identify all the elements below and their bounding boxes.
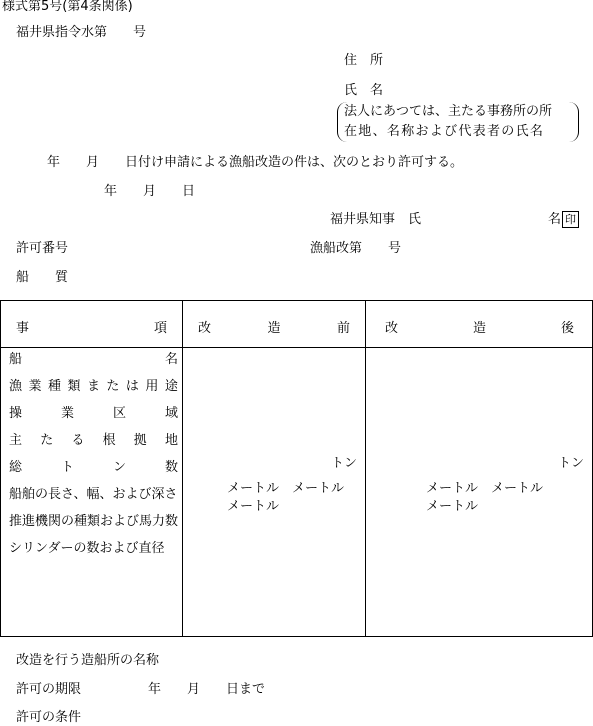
governor-name-seal	[548, 211, 579, 228]
permit-number-value: 漁船改第 号	[310, 241, 402, 256]
seal-mark: 印	[562, 211, 579, 228]
period-label: 許可の期限	[16, 682, 82, 697]
name-label: 氏 名	[344, 83, 384, 98]
conditions-label: 許可の条件	[16, 710, 82, 725]
row-operation-area: 操 業 区 域	[9, 406, 178, 421]
address-label: 住 所	[344, 53, 384, 68]
row-engine: 推進機関の種類および馬力数	[9, 514, 179, 529]
issue-date: 年 月 日	[104, 184, 196, 199]
corporation-note-line-2: 在地、名称および代表者の氏名	[344, 124, 545, 139]
name-suffix: 名	[548, 212, 562, 227]
row-cylinders: シリンダーの数および直径	[9, 541, 165, 556]
row-ship-name: 船 名	[9, 352, 178, 367]
meter-units-before: メートル メートル メートル	[227, 481, 345, 514]
modification-table	[0, 300, 593, 637]
row-main-base: 主 た る 根 拠 地	[9, 433, 178, 448]
header-after: 改 造 後	[366, 301, 593, 348]
table-body-row	[1, 348, 593, 637]
after-column	[366, 348, 593, 637]
header-before: 改 造 前	[183, 301, 366, 348]
permit-number-label: 許可番号	[16, 241, 69, 256]
ton-unit-after: トン	[557, 456, 584, 471]
governor-title: 福井県知事 氏	[330, 212, 422, 227]
before-column	[183, 348, 366, 637]
directive-number: 福井県指令水第 号	[16, 25, 147, 40]
corporation-note-line-1: 法人にあつては、主たる事務所の所	[344, 104, 553, 119]
vessel-material-label: 船 質	[16, 270, 69, 285]
meter-units-after: メートル メートル メートル	[426, 481, 544, 514]
form-number: 様式第5号(第4条関係)	[2, 0, 133, 14]
period-value: 年 月 日まで	[148, 682, 266, 697]
table-header-row	[1, 301, 593, 348]
header-item: 事 項	[1, 301, 183, 348]
permission-statement: 年 月 日付け申請による漁船改造の件は、次のとおり許可する。	[47, 155, 464, 170]
shipyard-label: 改造を行う造船所の名称	[16, 653, 160, 668]
row-fishery-type: 漁 業 種 類 ま た は 用 途	[9, 379, 178, 394]
row-gross-tonnage: 総 ト ン 数	[9, 460, 178, 475]
item-column	[1, 348, 183, 637]
row-dimensions: 船舶の長さ、幅、および深さ	[9, 487, 178, 502]
ton-unit-before: トン	[330, 456, 357, 471]
